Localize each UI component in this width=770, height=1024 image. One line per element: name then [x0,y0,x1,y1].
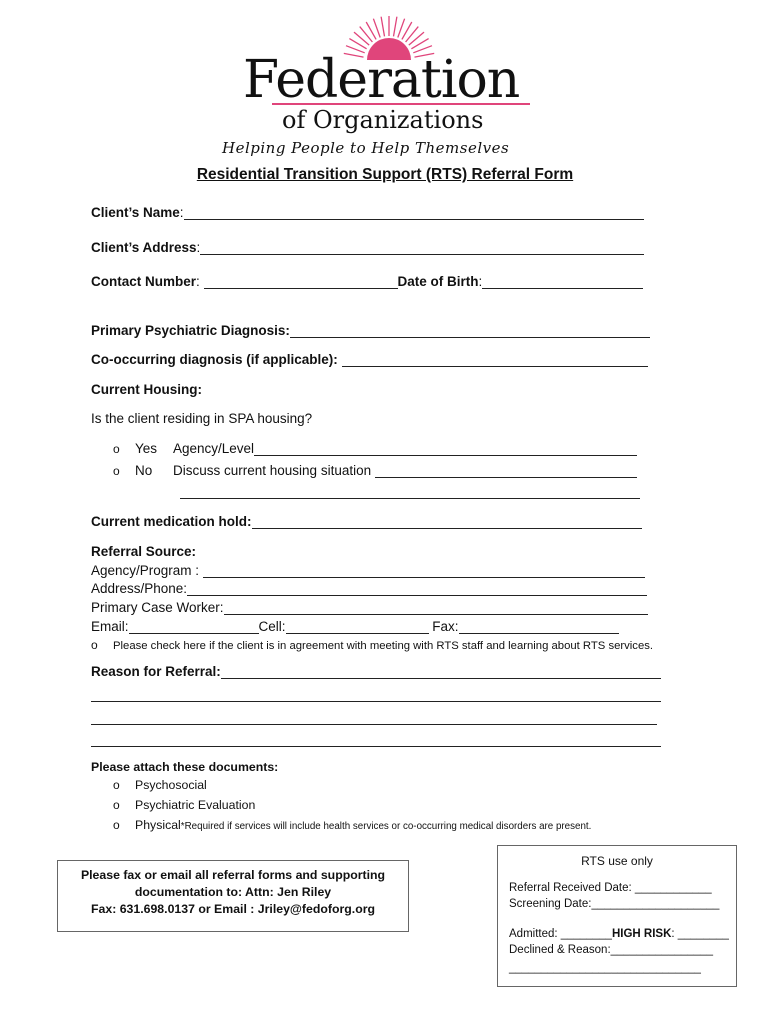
reason-line-3[interactable] [91,724,657,725]
primary-diagnosis-row [91,323,650,338]
screening-date[interactable]: Screening Date:____________________ [509,898,720,910]
client-name-label: Client’s Name [91,205,180,220]
referral-source-label: Referral Source: [91,544,197,559]
client-name-field[interactable] [184,205,644,220]
case-worker-field[interactable] [224,600,648,615]
address-phone-row [91,581,647,596]
declined-reason-field[interactable]: Declined & Reason:________________ [509,944,713,956]
sun-ray [398,19,405,38]
instructions-line-1: Please fax or email all referral forms and supporting [80,868,386,882]
reason-row [91,664,661,679]
office-use-box [497,845,737,987]
agency-program-row [91,563,645,578]
fax-label: Fax: [432,619,459,634]
fax-field[interactable] [459,619,619,634]
case-worker-label: Primary Case Worker: [91,600,224,615]
no-option-row [113,463,637,478]
email-cell-fax-row [91,619,619,634]
reason-label: Reason for Referral: [91,664,221,679]
sun-ray [373,19,380,38]
dob-field[interactable] [482,274,643,289]
discuss-housing-field[interactable] [375,463,637,478]
email-field[interactable] [129,619,259,634]
current-housing-label: Current Housing: [91,382,202,397]
doc-physical-row [113,818,591,832]
instructions-line-3: Fax: 631.698.0137 or Email : Jriley@fedoforg.org [91,902,375,916]
no-checkbox[interactable]: o [113,464,120,478]
contact-row: Contact Number : Date of Birth : [91,274,643,289]
org-name-second: of Organizations [282,106,484,134]
attach-label: Please attach these documents: [91,760,279,774]
spa-question: Is the client residing in SPA housing? [91,411,313,426]
dob-label: Date of Birth [397,274,479,289]
case-worker-row [91,600,648,615]
admitted-row [509,926,736,942]
discuss-housing-label: Discuss current housing situation [173,463,372,478]
sun-ray [394,17,397,37]
organization-logo [0,12,770,162]
no-label: No [135,463,153,478]
doc-psychosocial-row [113,778,207,792]
org-tagline: Helping People to Help Themselves [222,139,510,157]
agency-level-field[interactable] [254,441,637,456]
reason-line-4[interactable] [91,746,661,747]
high-risk-field[interactable]: : ________ [671,928,729,940]
doc-physical: Physical [135,818,181,832]
medication-row [91,514,642,529]
contact-number-label: Contact Number [91,274,197,289]
yes-checkbox[interactable]: o [113,442,120,456]
primary-diagnosis-label: Primary Psychiatric Diagnosis: [91,323,290,338]
yes-label: Yes [135,441,158,456]
sun-ray [381,17,384,37]
client-name-row: Client’s Name : [91,205,644,220]
client-address-field[interactable] [200,240,644,255]
contact-number-field[interactable] [204,274,398,289]
cooccurring-field[interactable] [342,352,648,367]
yes-option-row [113,441,637,456]
medication-label: Current medication hold: [91,514,252,529]
psychosocial-checkbox[interactable]: o [113,778,120,792]
physical-checkbox[interactable]: o [113,818,120,832]
form-title: Residential Transition Support (RTS) Referral Form [196,166,574,183]
agreement-row [91,638,653,652]
org-name-first: Federation [243,50,520,110]
doc-psych-eval: Psychiatric Evaluation [135,798,256,812]
doc-psych-eval-row [113,798,255,812]
address-phone-label: Address/Phone: [91,581,188,596]
agency-program-label: Agency/Program : [91,563,200,578]
referral-received-date[interactable]: Referral Received Date: ____________ [509,882,712,894]
email-label: Email: [91,619,129,634]
address-phone-field[interactable] [187,581,647,596]
discuss-housing-field-continued[interactable] [180,498,640,499]
high-risk-label: HIGH RISK [611,928,672,940]
submission-instructions-box [57,860,409,932]
client-address-label: Client’s Address [91,240,197,255]
reason-field[interactable] [221,664,661,679]
medication-field[interactable] [252,514,642,529]
cell-field[interactable] [286,619,429,634]
reason-line-2[interactable] [91,701,661,702]
agency-level-label: Agency/Level [173,441,255,456]
agreement-text: Please check here if the client is in agreement with meeting with RTS staff and learning about RTS services. [113,640,654,652]
doc-physical-note: *Required if services will include health services or co-occurring medical disorders are present. [180,821,592,832]
cell-label: Cell: [258,619,286,634]
instructions-line-2: documentation to: Attn: Jen Riley [134,885,332,899]
doc-psychosocial: Psychosocial [135,778,207,792]
agency-program-field[interactable] [203,563,645,578]
admitted-field[interactable]: Admitted: ________ [509,928,612,940]
cooccurring-label: Co-occurring diagnosis (if applicable): [91,352,338,367]
psych-eval-checkbox[interactable]: o [113,798,120,812]
cooccurring-row [91,352,648,367]
agreement-checkbox[interactable]: o [91,638,98,652]
office-use-title: RTS use only [581,854,653,868]
primary-diagnosis-field[interactable] [290,323,650,338]
client-address-row: Client’s Address : [91,240,644,255]
declined-reason-continued[interactable]: ______________________________ [509,962,701,974]
